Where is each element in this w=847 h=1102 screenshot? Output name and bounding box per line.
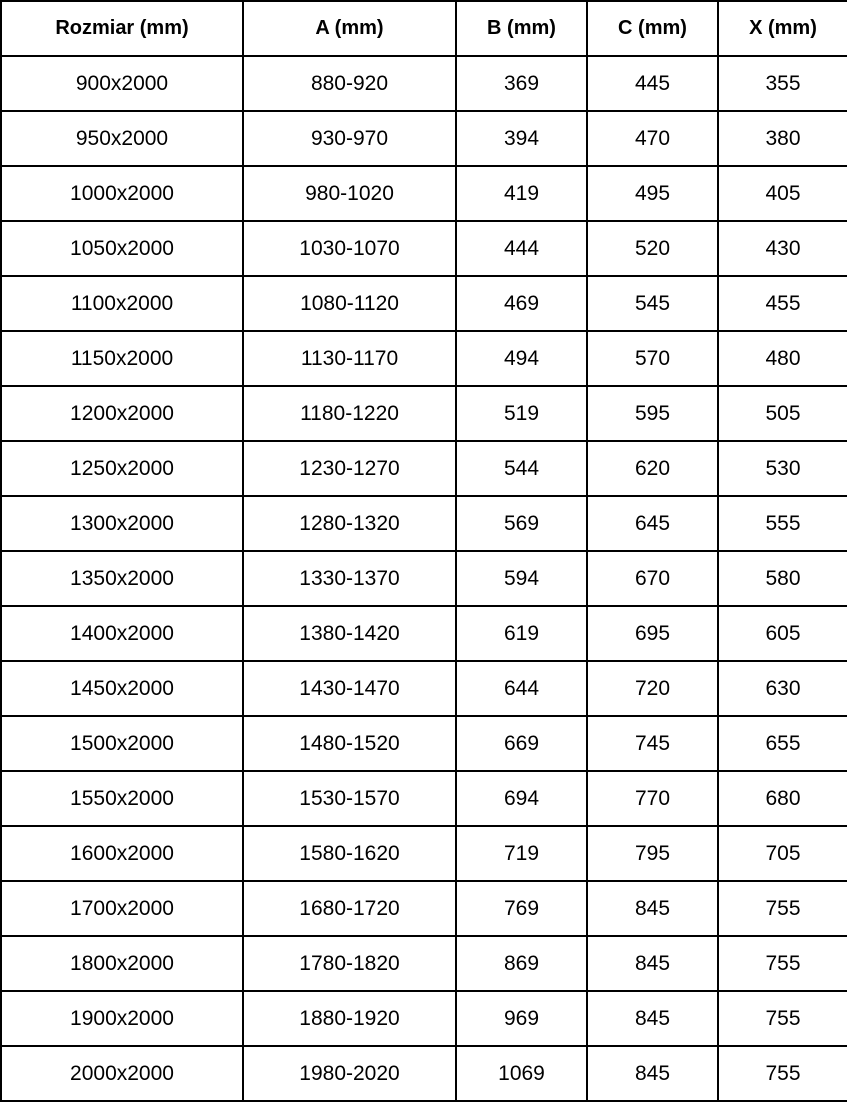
cell-b: 969 <box>456 991 587 1046</box>
table-row <box>1 716 847 771</box>
cell-x: 355 <box>718 56 847 111</box>
cell-c: 495 <box>587 166 718 221</box>
table-row <box>1 1046 847 1101</box>
cell-b: 569 <box>456 496 587 551</box>
cell-a: 980-1020 <box>243 166 456 221</box>
cell-b: 469 <box>456 276 587 331</box>
cell-a: 1330-1370 <box>243 551 456 606</box>
table-row <box>1 276 847 331</box>
cell-a: 880-920 <box>243 56 456 111</box>
cell-rozmiar: 1500x2000 <box>1 716 243 771</box>
cell-c: 695 <box>587 606 718 661</box>
cell-x: 705 <box>718 826 847 881</box>
cell-b: 719 <box>456 826 587 881</box>
table-row <box>1 551 847 606</box>
cell-c: 670 <box>587 551 718 606</box>
cell-x: 530 <box>718 441 847 496</box>
table-row <box>1 991 847 1046</box>
cell-a: 1080-1120 <box>243 276 456 331</box>
cell-a: 1980-2020 <box>243 1046 456 1101</box>
cell-c: 845 <box>587 936 718 991</box>
table-row <box>1 221 847 276</box>
cell-a: 1130-1170 <box>243 331 456 386</box>
cell-x: 405 <box>718 166 847 221</box>
table-row <box>1 661 847 716</box>
cell-c: 845 <box>587 991 718 1046</box>
table-row <box>1 881 847 936</box>
cell-b: 544 <box>456 441 587 496</box>
cell-x: 380 <box>718 111 847 166</box>
table-row <box>1 331 847 386</box>
cell-rozmiar: 1800x2000 <box>1 936 243 991</box>
cell-a: 1580-1620 <box>243 826 456 881</box>
cell-x: 680 <box>718 771 847 826</box>
cell-x: 455 <box>718 276 847 331</box>
cell-rozmiar: 1350x2000 <box>1 551 243 606</box>
cell-b: 419 <box>456 166 587 221</box>
cell-a: 1780-1820 <box>243 936 456 991</box>
cell-b: 694 <box>456 771 587 826</box>
table-row <box>1 111 847 166</box>
cell-a: 1230-1270 <box>243 441 456 496</box>
cell-b: 519 <box>456 386 587 441</box>
column-header-rozmiar: Rozmiar (mm) <box>1 1 243 56</box>
cell-c: 570 <box>587 331 718 386</box>
cell-b: 444 <box>456 221 587 276</box>
cell-x: 555 <box>718 496 847 551</box>
cell-c: 845 <box>587 1046 718 1101</box>
cell-a: 1480-1520 <box>243 716 456 771</box>
cell-b: 594 <box>456 551 587 606</box>
cell-x: 505 <box>718 386 847 441</box>
table-row <box>1 826 847 881</box>
table-row <box>1 56 847 111</box>
table-row <box>1 936 847 991</box>
cell-b: 369 <box>456 56 587 111</box>
header-row <box>1 1 847 56</box>
cell-x: 580 <box>718 551 847 606</box>
cell-a: 1680-1720 <box>243 881 456 936</box>
cell-b: 644 <box>456 661 587 716</box>
cell-rozmiar: 1150x2000 <box>1 331 243 386</box>
cell-b: 619 <box>456 606 587 661</box>
cell-rozmiar: 900x2000 <box>1 56 243 111</box>
cell-x: 755 <box>718 991 847 1046</box>
cell-rozmiar: 1200x2000 <box>1 386 243 441</box>
cell-x: 755 <box>718 936 847 991</box>
cell-c: 745 <box>587 716 718 771</box>
table-row <box>1 496 847 551</box>
table-body <box>1 56 847 1101</box>
cell-a: 1880-1920 <box>243 991 456 1046</box>
cell-rozmiar: 1900x2000 <box>1 991 243 1046</box>
cell-rozmiar: 1400x2000 <box>1 606 243 661</box>
cell-rozmiar: 950x2000 <box>1 111 243 166</box>
table-row <box>1 606 847 661</box>
cell-a: 1280-1320 <box>243 496 456 551</box>
cell-c: 845 <box>587 881 718 936</box>
cell-rozmiar: 2000x2000 <box>1 1046 243 1101</box>
cell-rozmiar: 1600x2000 <box>1 826 243 881</box>
cell-rozmiar: 1700x2000 <box>1 881 243 936</box>
column-header-x: X (mm) <box>718 1 847 56</box>
table-row <box>1 441 847 496</box>
cell-c: 620 <box>587 441 718 496</box>
column-header-c: C (mm) <box>587 1 718 56</box>
cell-a: 1530-1570 <box>243 771 456 826</box>
table-row <box>1 771 847 826</box>
table-row <box>1 386 847 441</box>
cell-c: 595 <box>587 386 718 441</box>
cell-x: 430 <box>718 221 847 276</box>
table-header <box>1 1 847 56</box>
cell-rozmiar: 1450x2000 <box>1 661 243 716</box>
cell-x: 480 <box>718 331 847 386</box>
cell-c: 520 <box>587 221 718 276</box>
cell-a: 930-970 <box>243 111 456 166</box>
cell-rozmiar: 1250x2000 <box>1 441 243 496</box>
cell-x: 605 <box>718 606 847 661</box>
cell-rozmiar: 1300x2000 <box>1 496 243 551</box>
cell-rozmiar: 1550x2000 <box>1 771 243 826</box>
cell-x: 755 <box>718 881 847 936</box>
cell-c: 445 <box>587 56 718 111</box>
cell-a: 1030-1070 <box>243 221 456 276</box>
cell-b: 1069 <box>456 1046 587 1101</box>
cell-b: 494 <box>456 331 587 386</box>
cell-a: 1180-1220 <box>243 386 456 441</box>
cell-c: 795 <box>587 826 718 881</box>
cell-a: 1380-1420 <box>243 606 456 661</box>
cell-b: 769 <box>456 881 587 936</box>
cell-c: 545 <box>587 276 718 331</box>
column-header-a: A (mm) <box>243 1 456 56</box>
cell-rozmiar: 1000x2000 <box>1 166 243 221</box>
cell-b: 394 <box>456 111 587 166</box>
cell-rozmiar: 1100x2000 <box>1 276 243 331</box>
column-header-b: B (mm) <box>456 1 587 56</box>
cell-x: 630 <box>718 661 847 716</box>
cell-c: 720 <box>587 661 718 716</box>
cell-b: 669 <box>456 716 587 771</box>
table-row <box>1 166 847 221</box>
cell-c: 470 <box>587 111 718 166</box>
cell-x: 755 <box>718 1046 847 1101</box>
cell-c: 770 <box>587 771 718 826</box>
cell-a: 1430-1470 <box>243 661 456 716</box>
cell-b: 869 <box>456 936 587 991</box>
cell-rozmiar: 1050x2000 <box>1 221 243 276</box>
cell-x: 655 <box>718 716 847 771</box>
cell-c: 645 <box>587 496 718 551</box>
